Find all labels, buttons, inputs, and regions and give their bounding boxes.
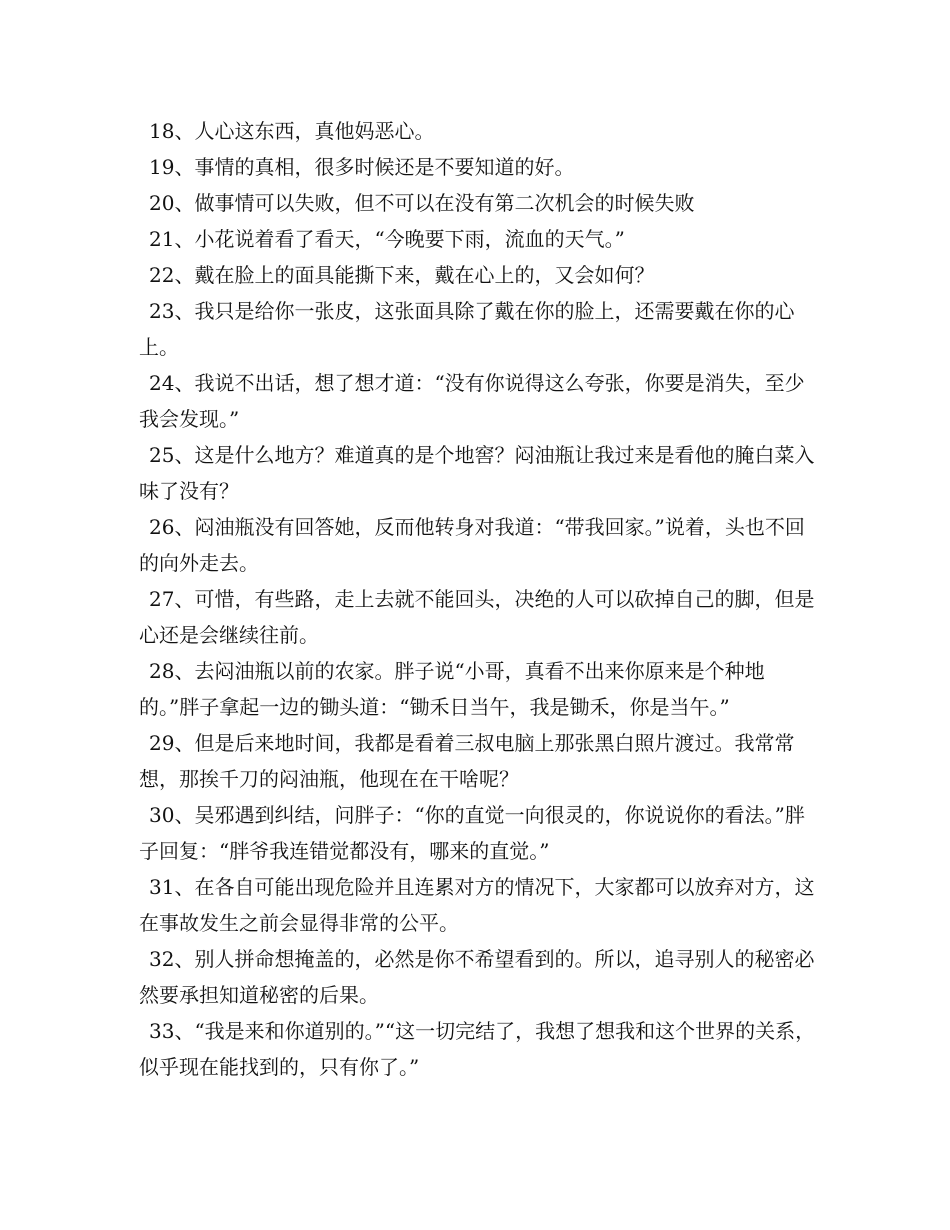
quote-entry-25 xyxy=(139,437,819,509)
quote-text: 26、闷油瓶没有回答她，反而他转身对我道：“带我回家。”说着，头也不回的向外走去。 xyxy=(139,515,805,575)
quote-text: 22、戴在脸上的面具能撕下来，戴在心上的，又会如何？ xyxy=(149,263,655,287)
quote-text: 29、但是后来地时间，我都是看着三叔电脑上那张黑白照片渡过。我常常想，那挨千刀的闷油瓶，他现在在干啥呢？ xyxy=(139,731,795,791)
quote-text: 23、我只是给你一张皮，这张面具除了戴在你的脸上，还需要戴在你的心上。 xyxy=(139,299,795,359)
quote-entry-22 xyxy=(139,257,819,293)
quote-text: 33、“我是来和你道别的。”“这一切完结了，我想了想我和这个世界的关系，似乎现在能找到的，只有你了。” xyxy=(139,1019,816,1079)
quote-list xyxy=(139,113,819,1085)
quote-entry-27 xyxy=(139,581,819,653)
quote-entry-31 xyxy=(139,869,819,941)
quote-entry-33 xyxy=(139,1013,819,1085)
quote-entry-19 xyxy=(139,149,819,185)
quote-text: 28、去闷油瓶以前的农家。胖子说“小哥，真看不出来你原来是个种地的。”胖子拿起一边的锄头道：“锄禾日当午，我是锄禾，你是当午。” xyxy=(139,659,765,719)
quote-text: 32、别人拼命想掩盖的，必然是你不希望看到的。所以，追寻别人的秘密必然要承担知道秘密的后果。 xyxy=(139,947,815,1007)
quote-entry-24 xyxy=(139,365,819,437)
quote-text: 25、这是什么地方？难道真的是个地窖？闷油瓶让我过来是看他的腌白菜入味了没有？ xyxy=(139,443,815,503)
quote-entry-21 xyxy=(139,221,819,257)
quote-text: 18、人心这东西，真他妈恶心。 xyxy=(149,119,435,143)
quote-entry-30 xyxy=(139,797,819,869)
quote-text: 31、在各自可能出现危险并且连累对方的情况下，大家都可以放弃对方，这在事故发生之前会显得非常的公平。 xyxy=(139,875,815,935)
quote-text: 24、我说不出话，想了想才道：“没有你说得这么夸张，你要是消失，至少我会发现。” xyxy=(139,371,805,431)
quote-text: 20、做事情可以失败，但不可以在没有第二次机会的时候失败 xyxy=(149,191,695,215)
quote-entry-26 xyxy=(139,509,819,581)
quote-entry-23 xyxy=(139,293,819,365)
quote-entry-29 xyxy=(139,725,819,797)
quote-text: 19、事情的真相，很多时候还是不要知道的好。 xyxy=(149,155,575,179)
quote-text: 21、小花说着看了看天，“今晚要下雨，流血的天气。” xyxy=(149,227,625,251)
quote-entry-18 xyxy=(139,113,819,149)
quote-entry-28 xyxy=(139,653,819,725)
quote-entry-32 xyxy=(139,941,819,1013)
quote-text: 30、吴邪遇到纠结，问胖子：“你的直觉一向很灵的，你说说你的看法。”胖子回复：“胖爷我连错觉都没有，哪来的直觉。” xyxy=(139,803,805,863)
quote-entry-20 xyxy=(139,185,819,221)
quote-text: 27、可惜，有些路，走上去就不能回头，决绝的人可以砍掉自己的脚，但是心还是会继续往前。 xyxy=(139,587,815,647)
